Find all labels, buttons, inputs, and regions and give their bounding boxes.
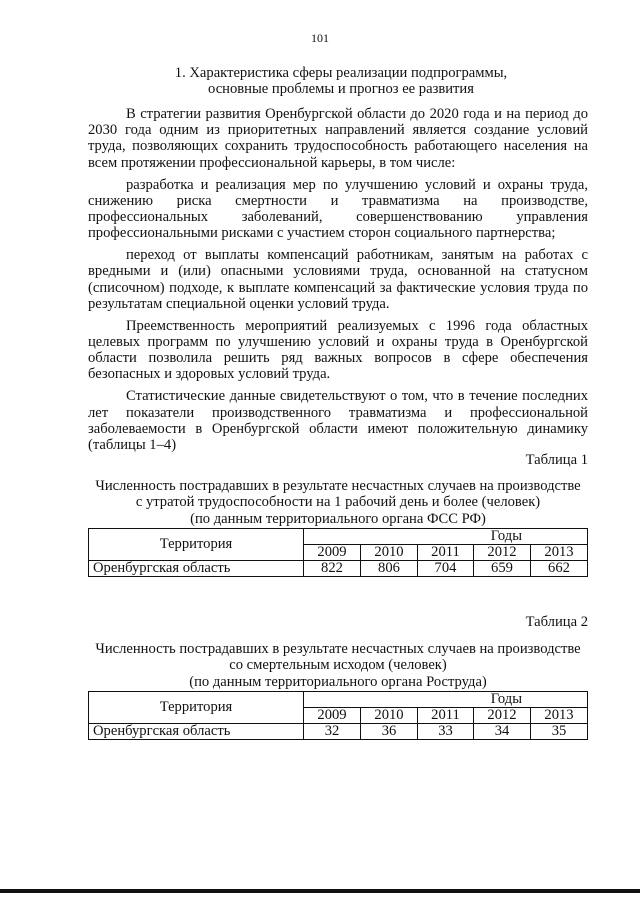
value-cell: 659 xyxy=(473,561,530,577)
table-1-caption-line: (по данным территориального органа ФСС РФ) xyxy=(190,510,486,527)
table-2-label: Таблица 2 xyxy=(525,614,588,630)
table-header-row xyxy=(89,529,588,545)
year-cell: 2011 xyxy=(418,708,474,724)
header-years: Годы xyxy=(304,529,588,545)
value-cell: 806 xyxy=(361,561,418,577)
paragraph: переход от выплаты компенсаций работникам, занятым на работах с вредными и (или) опасными условиями труда, основанной на статусном (списочном) подходе, к выплате компенсаций за фактические условия труда по результатам специальной оценки условий труда. xyxy=(88,247,588,312)
year-cell: 2011 xyxy=(418,545,474,561)
year-cell: 2010 xyxy=(361,545,418,561)
table-2-caption-line: со смертельным исходом (человек) xyxy=(229,657,447,674)
section-heading xyxy=(88,65,594,97)
value-cell: 33 xyxy=(418,724,474,740)
section-heading-line-1: 1. Характеристика сферы реализации подпрограммы, xyxy=(174,65,508,81)
year-cell: 2012 xyxy=(473,708,530,724)
table-1-caption-line: Численность пострадавших в результате несчастных случаев на производстве xyxy=(95,478,581,494)
table-1 xyxy=(88,528,588,577)
territory-cell: Оренбургская область xyxy=(89,561,304,577)
header-years: Годы xyxy=(304,692,588,708)
header-territory: Территория xyxy=(89,692,304,724)
bottom-border xyxy=(0,889,640,893)
table-2-caption-line: Численность пострадавших в результате несчастных случаев на производстве xyxy=(95,641,581,657)
section-heading-line-2: основные проблемы и прогноз ее развития xyxy=(208,81,474,97)
table-row xyxy=(89,724,588,740)
year-cell: 2013 xyxy=(530,545,587,561)
body-text xyxy=(88,106,588,459)
paragraph: В стратегии развития Оренбургской области до 2020 года и на период до 2030 года одним из приоритетных направлений является создание условий труда, позволяющих сохранить трудоспособность работающего населения на всем протяжении профессиональной карьеры, в том числе: xyxy=(88,106,588,171)
territory-cell: Оренбургская область xyxy=(89,724,304,740)
value-cell: 704 xyxy=(418,561,474,577)
page-number: 101 xyxy=(311,31,329,45)
table-header-row xyxy=(89,692,588,708)
header-territory: Территория xyxy=(89,529,304,561)
paragraph: Статистические данные свидетельствуют о том, что в течение последних лет показатели производственного травматизма и профессиональной заболеваемости в Оренбургской области имеют положительную динамику (таблицы 1–4) xyxy=(88,388,588,454)
year-cell: 2013 xyxy=(530,708,587,724)
value-cell: 662 xyxy=(530,561,587,577)
table-2-caption-line: (по данным территориального органа Роструда) xyxy=(189,673,487,690)
table-2-caption xyxy=(88,641,588,690)
year-cell: 2012 xyxy=(473,545,530,561)
value-cell: 32 xyxy=(304,724,361,740)
table-1-label: Таблица 1 xyxy=(525,452,588,468)
table-1-caption-line: с утратой трудоспособности на 1 рабочий день и более (человек) xyxy=(135,494,541,511)
year-cell: 2010 xyxy=(361,708,418,724)
value-cell: 36 xyxy=(361,724,418,740)
value-cell: 34 xyxy=(473,724,530,740)
paragraph: разработка и реализация мер по улучшению условий и охраны труда, снижению риска смертности и травматизма на производстве, профессиональных заболеваний, совершенствованию управления профессиональными рисками с участием сторон социального партнерства; xyxy=(88,176,588,242)
value-cell: 35 xyxy=(530,724,587,740)
paragraph: Преемственность мероприятий реализуемых с 1996 года областных целевых программ по улучшению условий и охраны труда в Оренбургской области позволила решить ряд важных вопросов в сфере обеспечения безопасных и здоровых условий труда. xyxy=(88,317,588,383)
table-row xyxy=(89,561,588,577)
table-1-caption xyxy=(88,478,588,527)
year-cell: 2009 xyxy=(304,545,361,561)
value-cell: 822 xyxy=(304,561,361,577)
table-2 xyxy=(88,691,588,740)
year-cell: 2009 xyxy=(304,708,361,724)
